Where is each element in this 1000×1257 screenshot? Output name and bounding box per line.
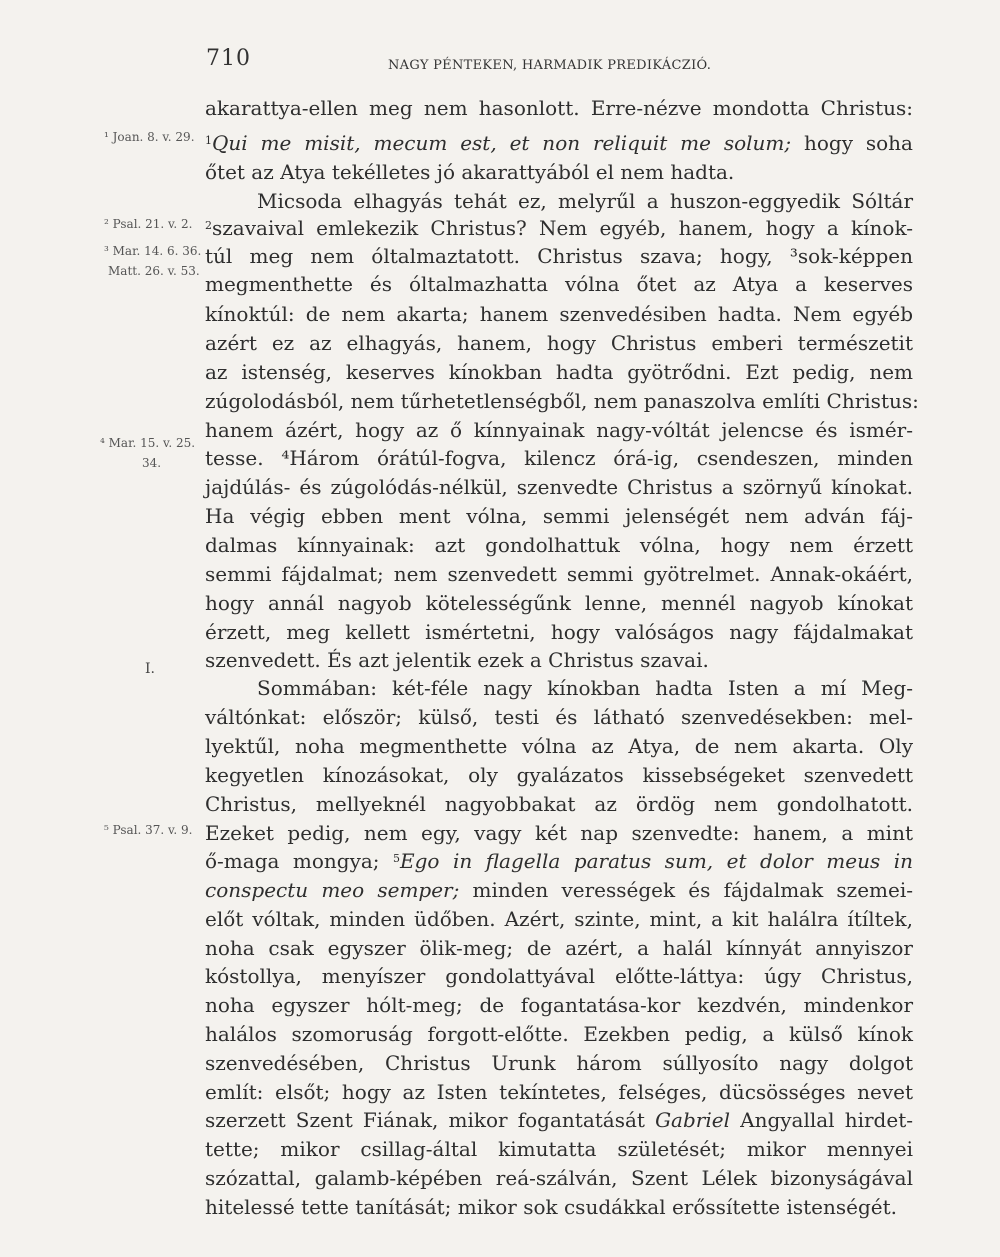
margin-note: Matt. 26. v. 53. [108,264,200,278]
footnote-marker: 2 [205,219,212,232]
text-line [205,160,913,184]
margin-note: 34. [142,456,162,470]
line-text: Ha végig ebben ment vólna, semmi jelenségét nem adván fáj- [205,504,913,528]
line-text: hitelessé tette tanítását; mikor sok csudákkal erőssítette istenségét. [205,1195,898,1219]
line-text: Angyallal hirdet- [729,1108,913,1132]
text-line [205,1051,913,1075]
line-text: tesse. ⁴Három órátúl-fogva, kilencz órá-ig, csendeszen, minden [205,446,913,470]
line-text: semmi fájdalmat; nem szenvedett semmi gyötrelmet. Annak-okáért, [205,562,913,586]
text-line [205,1166,913,1190]
text-line [205,562,913,586]
latin-quote: conspectu meo semper; [205,878,460,902]
text-line [205,302,913,326]
line-text: szavaival emlekezik Christus? Nem egyéb, hanem, hogy a kínok- [212,216,913,240]
margin-note: ² Psal. 21. v. 2. [104,217,193,231]
latin-quote: Gabriel [655,1108,730,1132]
line-text: említ: elsőt; hogy az Isten tekíntetes, felséges, dücsösséges nevet [205,1080,913,1104]
page-number: 710 [206,46,251,71]
text-line [205,331,913,355]
text-line [205,1080,913,1104]
line-text: érzett, meg kellett ismértetni, hogy valóságos nagy fájdalmakat [205,620,913,644]
text-line [205,216,913,240]
text-line [205,1108,913,1132]
text-line [205,418,913,442]
line-text: hanem ázért, hogy az ő kínnyainak nagy-vóltát jelencse és ismér- [205,418,913,442]
text-line [205,878,913,902]
text-line [205,591,913,615]
line-text: noha csak egyszer ölik-meg; de azért, a halál kínnyát annyiszor [205,936,913,960]
text-line [205,936,913,960]
margin-note: ⁵ Psal. 37. v. 9. [104,823,193,837]
line-text: kínoktúl: de nem akarta; hanem szenvedésiben hadta. Nem egyéb [205,302,913,326]
text-line [205,620,913,644]
line-text: akarattya-ellen meg nem hasonlott. Erre-nézve mondotta Christus: [205,96,913,120]
text-line [205,907,913,931]
line-text: szenvedésében, Christus Urunk három súllyosíto nagy dolgot [205,1051,913,1075]
text-line [205,189,913,213]
text-line [205,96,913,120]
text-line [205,446,913,470]
line-text: Christus, mellyeknél nagyobbakat az ördög nem gondolhatott. [205,792,913,816]
text-line [205,821,913,845]
margin-note: ³ Mar. 14. 6. 36. [104,244,202,258]
line-text: túl meg nem óltalmaztatott. Christus szava; hogy, ³sok-képpen [205,244,913,268]
line-text: hogy annál nagyob kötelességűnk lenne, mennél nagyob kínokat [205,591,913,615]
text-line [205,1137,913,1161]
text-line [205,131,913,155]
line-text: kegyetlen kínozásokat, oly gyalázatos kissebségeket szenvedett [205,763,913,787]
text-line [205,993,913,1017]
latin-quote: Qui me misit, mecum est, et non reliquit me solum; [212,131,792,155]
line-text: zúgolodásból, nem tűrhetetlenségből, nem panaszolva említi Christus: [205,389,919,413]
text-line [205,1195,913,1219]
running-head: NAGY PÉNTEKEN, HARMADIK PREDIKÁCZIÓ. [388,58,712,73]
text-line [205,1022,913,1046]
text-line [205,475,913,499]
text-line [205,533,913,557]
line-text: jajdúlás- és zúgolódás-nélkül, szenvedte Christus a szörnyű kínokat. [205,475,913,499]
text-line [205,676,913,700]
margin-note: ¹ Joan. 8. v. 29. [104,130,195,144]
line-text: lyektűl, noha megmenthette vólna az Atya, de nem akarta. Oly [205,734,913,758]
line-text: hogy soha [791,131,913,155]
line-text: tette; mikor csillag-által kimutatta születését; mikor mennyei [205,1137,913,1161]
text-line [205,763,913,787]
line-text: váltónkat: először; külső, testi és látható szenvedésekben: mel- [205,705,913,729]
text-line [205,389,919,413]
margin-note: ⁴ Mar. 15. v. 25. [100,436,196,450]
line-text: noha egyszer hólt-meg; de fogantatása-kor kezdvén, mindenkor [205,993,913,1017]
text-line [205,705,913,729]
margin-note: I. [145,661,155,677]
latin-quote: Ego in flagella paratus sum, et dolor meus in [400,849,914,873]
text-line [205,272,913,296]
line-text: minden verességek és fájdalmak szemei- [459,878,913,902]
text-line [205,849,913,873]
line-text: halálos szomoruság forgott-előtte. Ezekben pedig, a külső kínok [205,1022,913,1046]
line-text: kóstollya, menyíszer gondolattyával előtte-láttya: úgy Christus, [205,964,913,988]
line-text: Ezeket pedig, nem egy, vagy két nap szenvedte: hanem, a mint [205,821,913,845]
line-text: azért ez az elhagyás, hanem, hogy Christus emberi természetit [205,331,913,355]
footnote-marker: 1 [205,134,212,147]
text-line [205,734,913,758]
text-line [205,360,913,384]
text-line [205,792,913,816]
line-text: szózattal, galamb-képében reá-szálván, Szent Lélek bizonyságával [205,1166,913,1190]
line-text: Micsoda elhagyás tehát ez, melyrűl a huszon-eggyedik Sóltár [257,189,913,213]
line-text: az istenség, keserves kínokban hadta gyötrődni. Ezt pedig, nem [205,360,913,384]
line-text: előt vóltak, minden üdőben. Azért, szinte, mint, a kit halálra ítíltek, [205,907,913,931]
line-text: szerzett Szent Fiának, mikor fogantatását [205,1108,656,1132]
line-text: őtet az Atya tekélletes jó akarattyából el nem hadta. [205,160,735,184]
text-line [205,244,913,268]
text-line [205,648,913,672]
line-text: dalmas kínnyainak: azt gondolhattuk vólna, hogy nem érzett [205,533,913,557]
line-text: Sommában: két-féle nagy kínokban hadta Isten a mí Meg- [257,676,913,700]
line-text: megmenthette és óltalmazhatta vólna őtet az Atya a keserves [205,272,913,296]
text-line [205,964,913,988]
footnote-marker: 5 [393,852,401,865]
text-line [205,504,913,528]
line-text: szenvedett. És azt jelentik ezek a Christus szavai. [205,648,709,672]
line-text: ő-maga mongya; [205,849,394,873]
